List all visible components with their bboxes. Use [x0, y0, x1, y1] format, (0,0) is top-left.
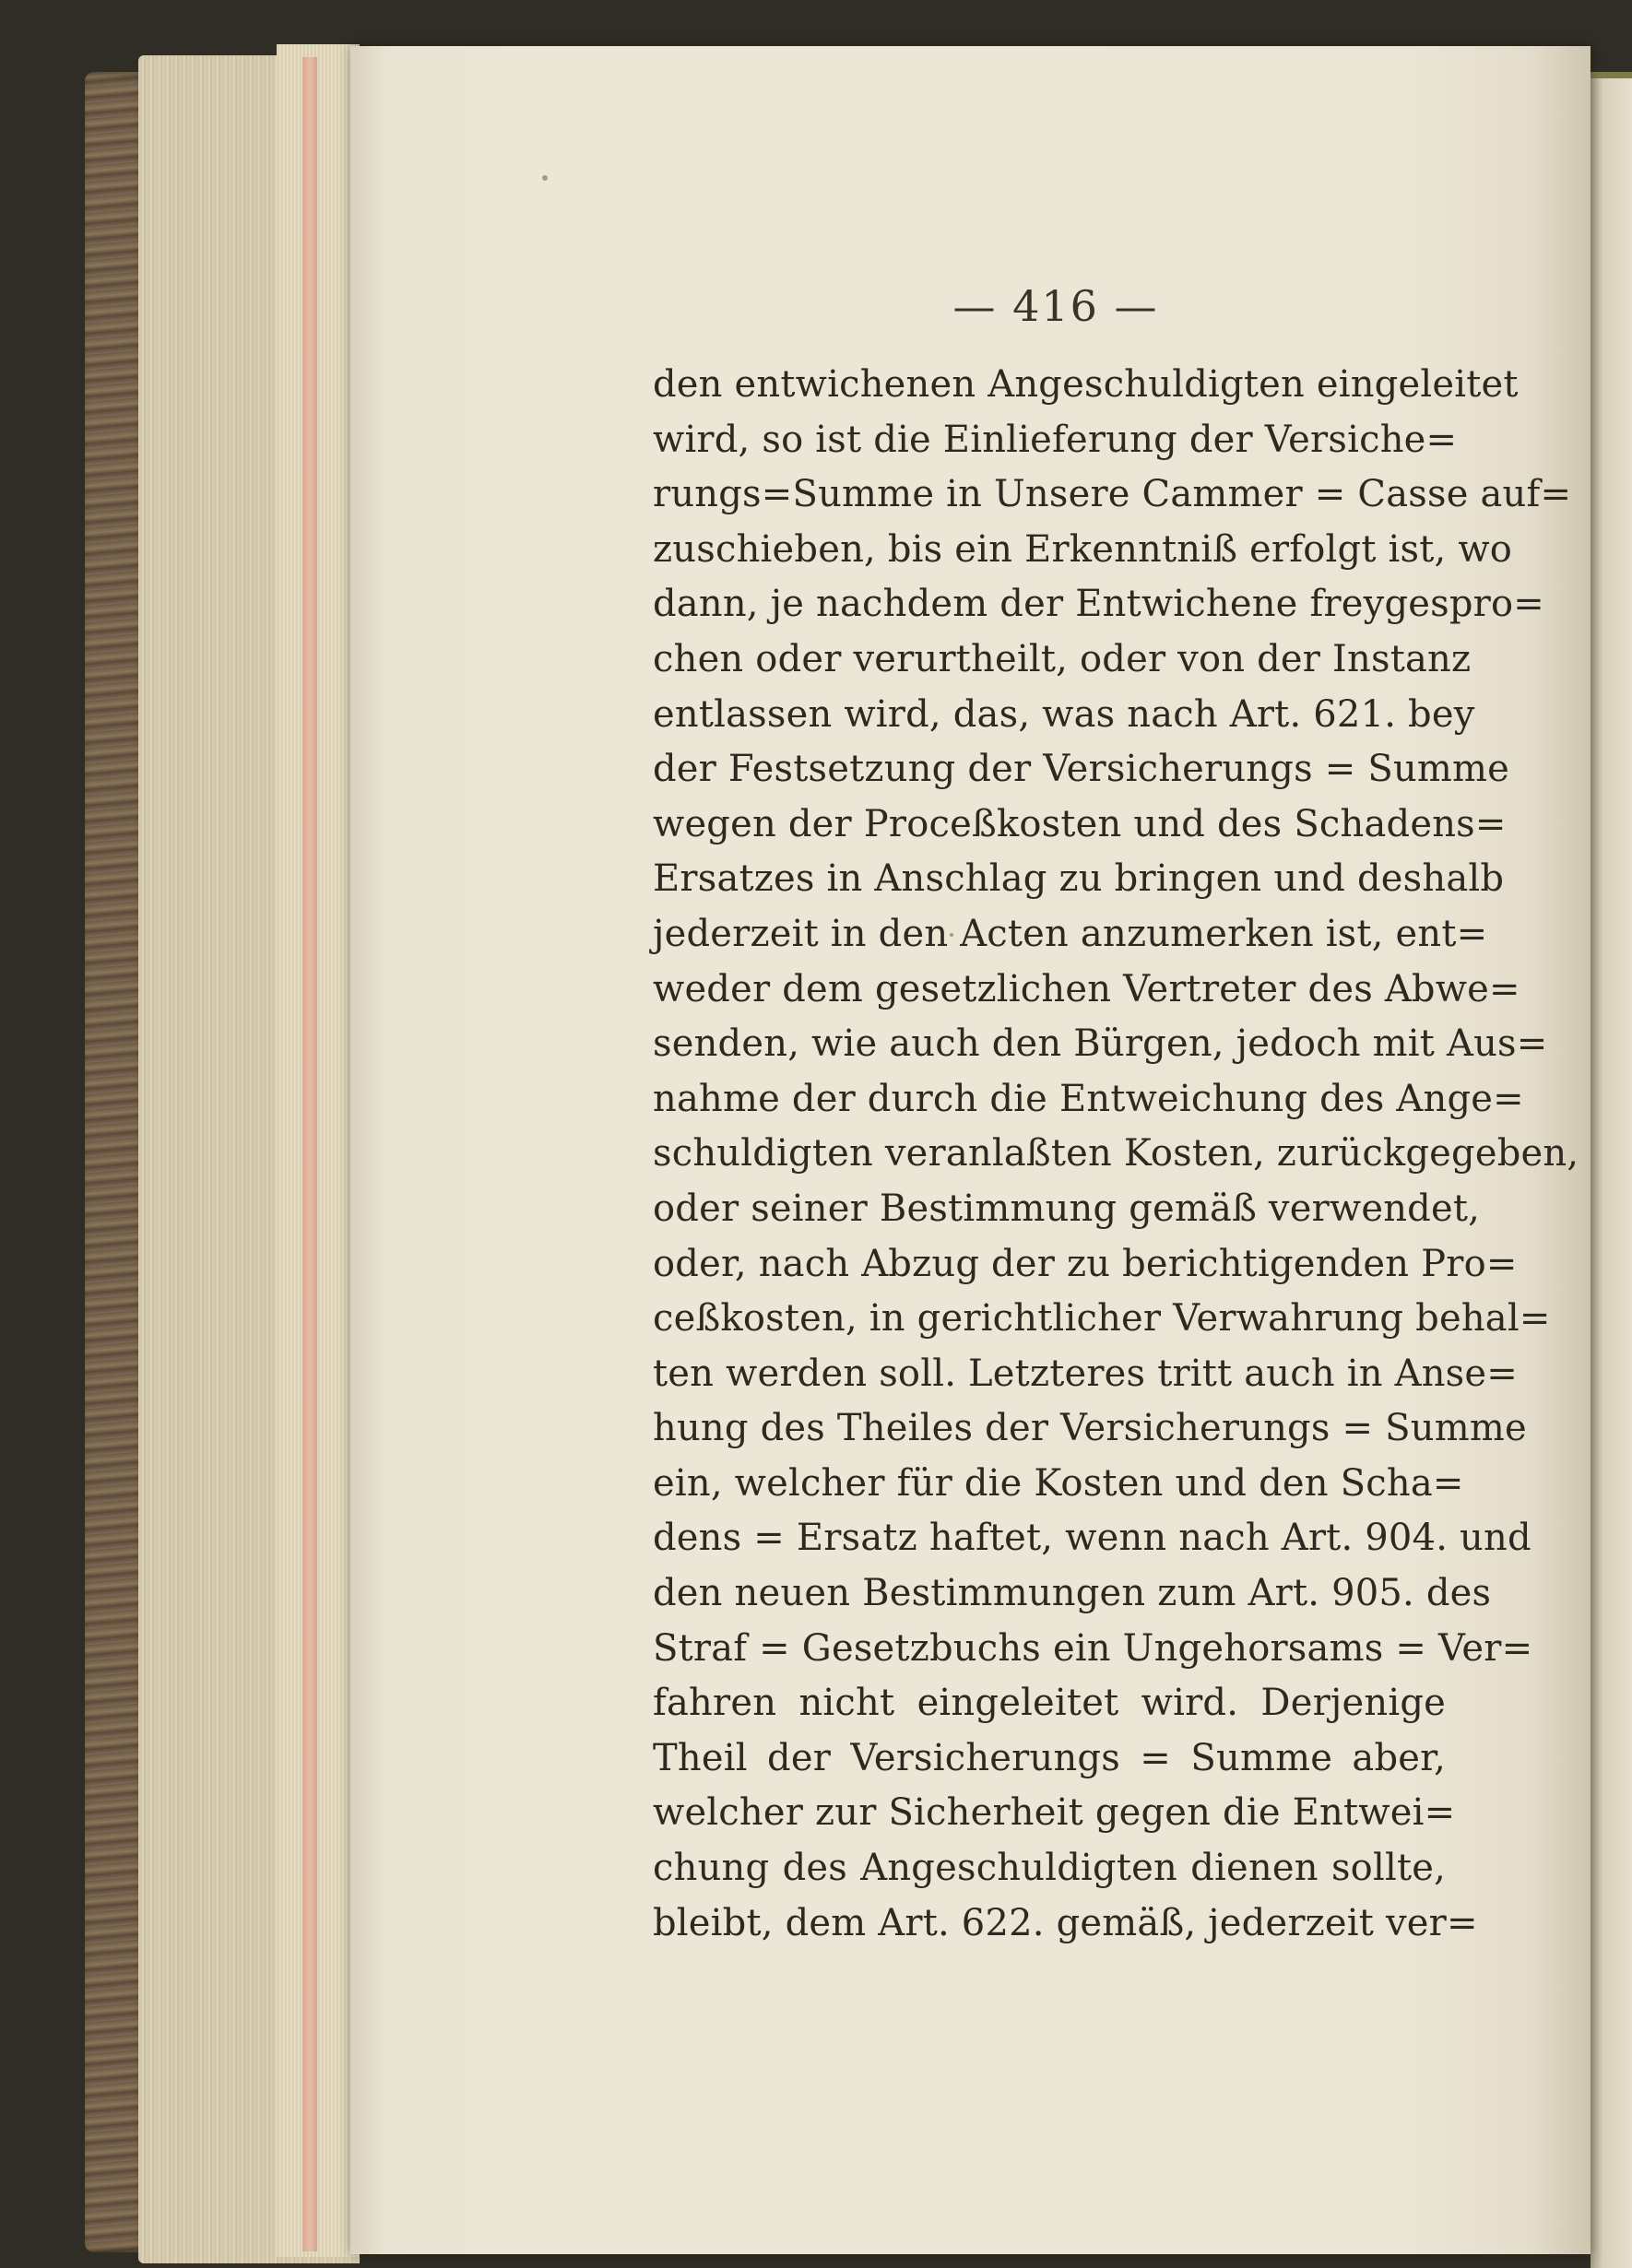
text-line: Theil der Versicherungs = Summe aber, — [653, 1736, 1446, 1779]
text-line: ceßkosten, in gerichtlicher Verwahrung behal= — [653, 1297, 1551, 1341]
text-line: oder, nach Abzug der zu berichtigenden Pro= — [653, 1242, 1518, 1285]
page-speck — [542, 175, 548, 181]
red-page-edge — [302, 57, 317, 2251]
text-line: den neuen Bestimmungen zum Art. 905. des — [653, 1572, 1492, 1615]
text-line: senden, wie auch den Bürgen, jedoch mit Aus= — [653, 1022, 1548, 1066]
text-line: bleibt, dem Art. 622. gemäß, jederzeit ver= — [653, 1901, 1478, 1944]
right-page-sliver — [1591, 78, 1632, 2268]
text-line: entlassen wird, das, was nach Art. 621. bey — [653, 692, 1475, 736]
text-line: den entwichenen Angeschuldigten eingeleitet — [653, 363, 1519, 406]
text-line: chung des Angeschuldigten dienen sollte, — [653, 1847, 1446, 1890]
text-line: schuldigten veranlaßten Kosten, zurückgegeben, — [653, 1132, 1579, 1175]
text-line: Ersatzes in Anschlag zu bringen und deshalb — [653, 857, 1505, 901]
text-line: nahme der durch die Entweichung des Ange= — [653, 1077, 1524, 1120]
page-number: — 416 — — [952, 281, 1159, 331]
text-line: dann, je nachdem der Entwichene freygespro= — [653, 583, 1544, 626]
text-line: der Festsetzung der Versicherungs = Summe — [653, 748, 1510, 791]
text-line: rungs=Summe in Unsere Cammer = Casse auf= — [653, 473, 1572, 516]
page-text-block — [653, 358, 1579, 1951]
text-line: weder dem gesetzlichen Vertreter des Abwe= — [653, 967, 1520, 1010]
text-line: Straf = Gesetzbuchs ein Ungehorsams = Ver= — [653, 1626, 1533, 1670]
text-line: wegen der Proceßkosten und des Schadens= — [653, 802, 1507, 845]
text-line: chen oder verurtheilt, oder von der Instanz — [653, 637, 1472, 680]
text-line: welcher zur Sicherheit gegen die Entwei= — [653, 1791, 1456, 1835]
text-line: hung des Theiles der Versicherungs = Summe — [653, 1407, 1527, 1450]
text-line: fahren nicht eingeleitet wird. Derjenige — [653, 1682, 1446, 1725]
text-line: dens = Ersatz haftet, wenn nach Art. 904. und — [653, 1517, 1531, 1560]
text-line: ein, welcher für die Kosten und den Scha= — [653, 1461, 1464, 1505]
page-edges-inner — [277, 44, 360, 2257]
text-line: ten werden soll. Letzteres tritt auch in Anse= — [653, 1352, 1518, 1395]
text-line: wird, so ist die Einlieferung der Versiche= — [653, 418, 1458, 461]
text-line: oder seiner Bestimmung gemäß verwendet, — [653, 1187, 1481, 1230]
text-line: zuschieben, bis ein Erkenntniß erfolgt ist, wo — [653, 527, 1513, 571]
text-line: jederzeit in den Acten anzumerken ist, ent= — [653, 912, 1488, 955]
